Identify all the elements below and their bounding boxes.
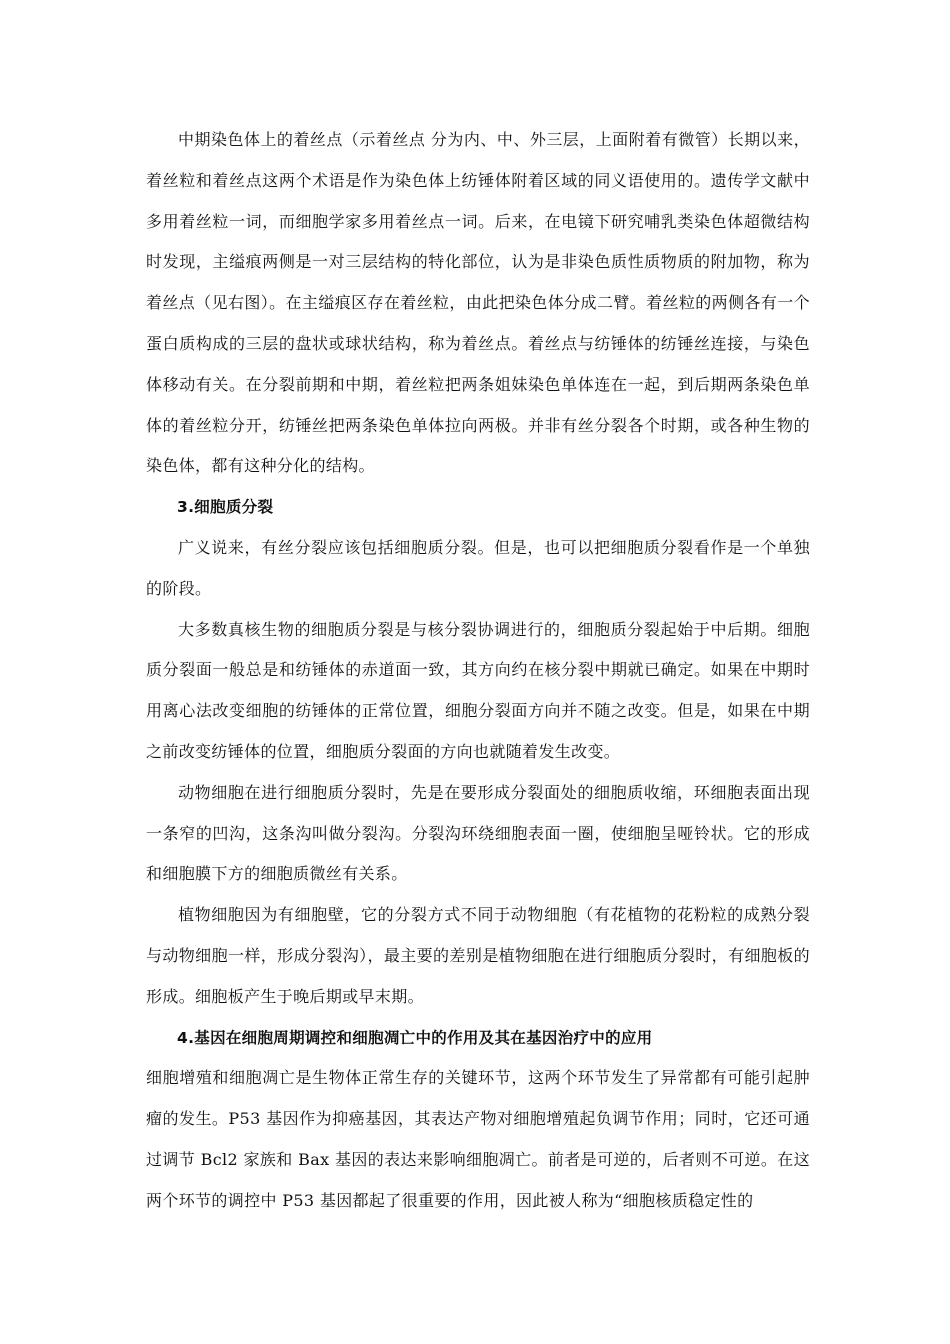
section-heading-gene-regulation: 4.基因在细胞周期调控和细胞凋亡中的作用及其在基因治疗中的应用 [177,1028,653,1047]
paragraph-cytokinesis-definition: 广义说来，有丝分裂应该包括细胞质分裂。但是，也可以把细胞质分裂看作是一个单独的阶段。 [146,537,810,598]
document-body [146,120,810,1222]
paragraph-animal-cytokinesis: 动物细胞在进行细胞质分裂时，先是在要形成分裂面处的细胞质收缩，环细胞表面出现一条窄的凹沟，这条沟叫做分裂沟。分裂沟环绕细胞表面一圈，使细胞呈哑铃状。它的形成和细胞膜下方的细胞质微丝有关系。 [146,782,810,884]
section-heading-cytokinesis: 3.细胞质分裂 [177,498,274,517]
paragraph-plant-cytokinesis: 植物细胞因为有细胞壁，它的分裂方式不同于动物细胞（有花植物的花粉粒的成熟分裂与动物细胞一样，形成分裂沟），最主要的差别是植物细胞在进行细胞质分裂时，有细胞板的形成。细胞板产生于晚后期或早末期。 [146,905,810,1006]
paragraph-p53-gene: 细胞增殖和细胞凋亡是生物体正常生存的关键环节，这两个环节发生了异常都有可能引起肿瘤的发生。P53 基因作为抑癌基因，其表达产物对细胞增殖起负调节作用；同时，它还可通过调节 Bcl2 家族和 Bax 基因的表达来影响细胞凋亡。前者是可逆的，后者则不可逆。在这两个环节的调控中 P53 基因都起了很重要的作用，因此被人称为“细胞核质稳定性的 [146,1068,810,1210]
paragraph-centromere-kinetochore: 中期染色体上的着丝点（示着丝点 分为内、中、外三层，上面附着有微管）长期以来，着丝粒和着丝点这两个术语是作为染色体上纺锤体附着区域的同义语使用的。遗传学文献中多用着丝粒一词，而细胞学家多用着丝点一词。后来，在电镜下研究哺乳类染色体超微结构时发现，主缢痕两侧是一对三层结构的特化部位，认为是非染色质性质物质的附加物，称为着丝点（见右图）。在主缢痕区存在着丝粒，由此把染色体分成二臂。着丝粒的两侧各有一个蛋白质构成的三层的盘状或球状结构，称为着丝点。着丝点与纺锤体的纺锤丝连接，与染色体移动有关。在分裂前期和中期，着丝粒把两条姐妹染色单体连在一起，到后期两条染色单体的着丝粒分开，纺锤丝把两条染色单体拉向两极。并非有丝分裂各个时期，或各种生物的染色体，都有这种分化的结构。 [146,130,810,476]
paragraph-cytokinesis-timing: 大多数真核生物的细胞质分裂是与核分裂协调进行的，细胞质分裂起始于中后期。细胞质分裂面一般总是和纺锤体的赤道面一致，其方向约在核分裂中期就已确定。如果在中期时用离心法改变细胞的纺锤体的正常位置，细胞分裂面方向并不随之改变。但是，如果在中期之前改变纺锤体的位置，细胞质分裂面的方向也就随着发生改变。 [146,619,810,761]
